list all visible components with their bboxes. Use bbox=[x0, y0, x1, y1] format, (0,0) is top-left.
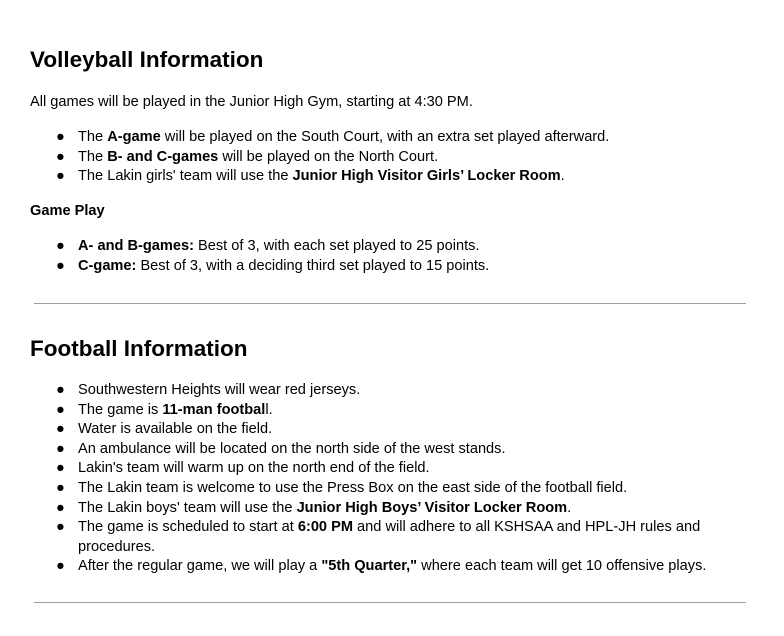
volleyball-intro: All games will be played in the Junior High Gym, starting at 4:30 PM. bbox=[30, 94, 473, 110]
bullet-icon: ● bbox=[56, 129, 65, 145]
list-item: ● A- and B-games: Best of 3, with each set played to 25 points. bbox=[30, 237, 746, 257]
list-item: ● The B- and C-games will be played on the North Court. bbox=[30, 148, 746, 168]
list-item: ● The Lakin team is welcome to use the Press Box on the east side of the football field. bbox=[30, 479, 746, 499]
bullet-icon: ● bbox=[56, 558, 65, 575]
list-item: ● The game is 11-man football. bbox=[30, 401, 746, 421]
bullet-icon: ● bbox=[56, 148, 65, 165]
bullet-icon: ● bbox=[56, 519, 65, 536]
football-list bbox=[30, 381, 746, 577]
list-item: ● Southwestern Heights will wear red jerseys. bbox=[30, 381, 746, 401]
gameplay-heading: Game Play bbox=[30, 203, 105, 219]
bullet-icon: ● bbox=[56, 382, 65, 398]
bullet-icon: ● bbox=[56, 460, 65, 477]
bullet-icon: ● bbox=[56, 257, 65, 274]
volleyball-heading: Volleyball Information bbox=[30, 47, 264, 72]
bullet-icon: ● bbox=[56, 499, 65, 516]
bullet-icon: ● bbox=[56, 421, 65, 438]
list-item: ● An ambulance will be located on the north side of the west stands. bbox=[30, 440, 746, 460]
list-item: ● After the regular game, we will play a "5th Quarter," where each team will get 10 offensive plays. bbox=[30, 557, 746, 577]
bullet-icon: ● bbox=[56, 401, 65, 418]
football-heading: Football Information bbox=[30, 336, 248, 361]
bullet-icon: ● bbox=[56, 168, 65, 185]
list-item: ● C-game: Best of 3, with a deciding third set played to 15 points. bbox=[30, 257, 746, 277]
bullet-icon: ● bbox=[56, 479, 65, 496]
list-item: ● Water is available on the field. bbox=[30, 420, 746, 440]
section-divider bbox=[34, 602, 746, 603]
volleyball-list bbox=[30, 128, 746, 187]
bullet-icon: ● bbox=[56, 238, 65, 254]
section-divider bbox=[34, 303, 746, 304]
list-item: ● The game is scheduled to start at 6:00 PM and will adhere to all KSHSAA and HPL-JH rules and procedures. bbox=[56, 519, 701, 555]
list-item: ● The Lakin boys' team will use the Junior High Boys’ Visitor Locker Room. bbox=[30, 499, 746, 519]
list-item: ● The Lakin girls' team will use the Junior High Visitor Girls’ Locker Room. bbox=[30, 167, 746, 187]
bullet-icon: ● bbox=[56, 440, 65, 457]
gameplay-list bbox=[30, 237, 746, 276]
list-item: ● The A-game will be played on the South Court, with an extra set played afterward. bbox=[30, 128, 746, 148]
list-item: ● Lakin's team will warm up on the north end of the field. bbox=[30, 459, 746, 479]
